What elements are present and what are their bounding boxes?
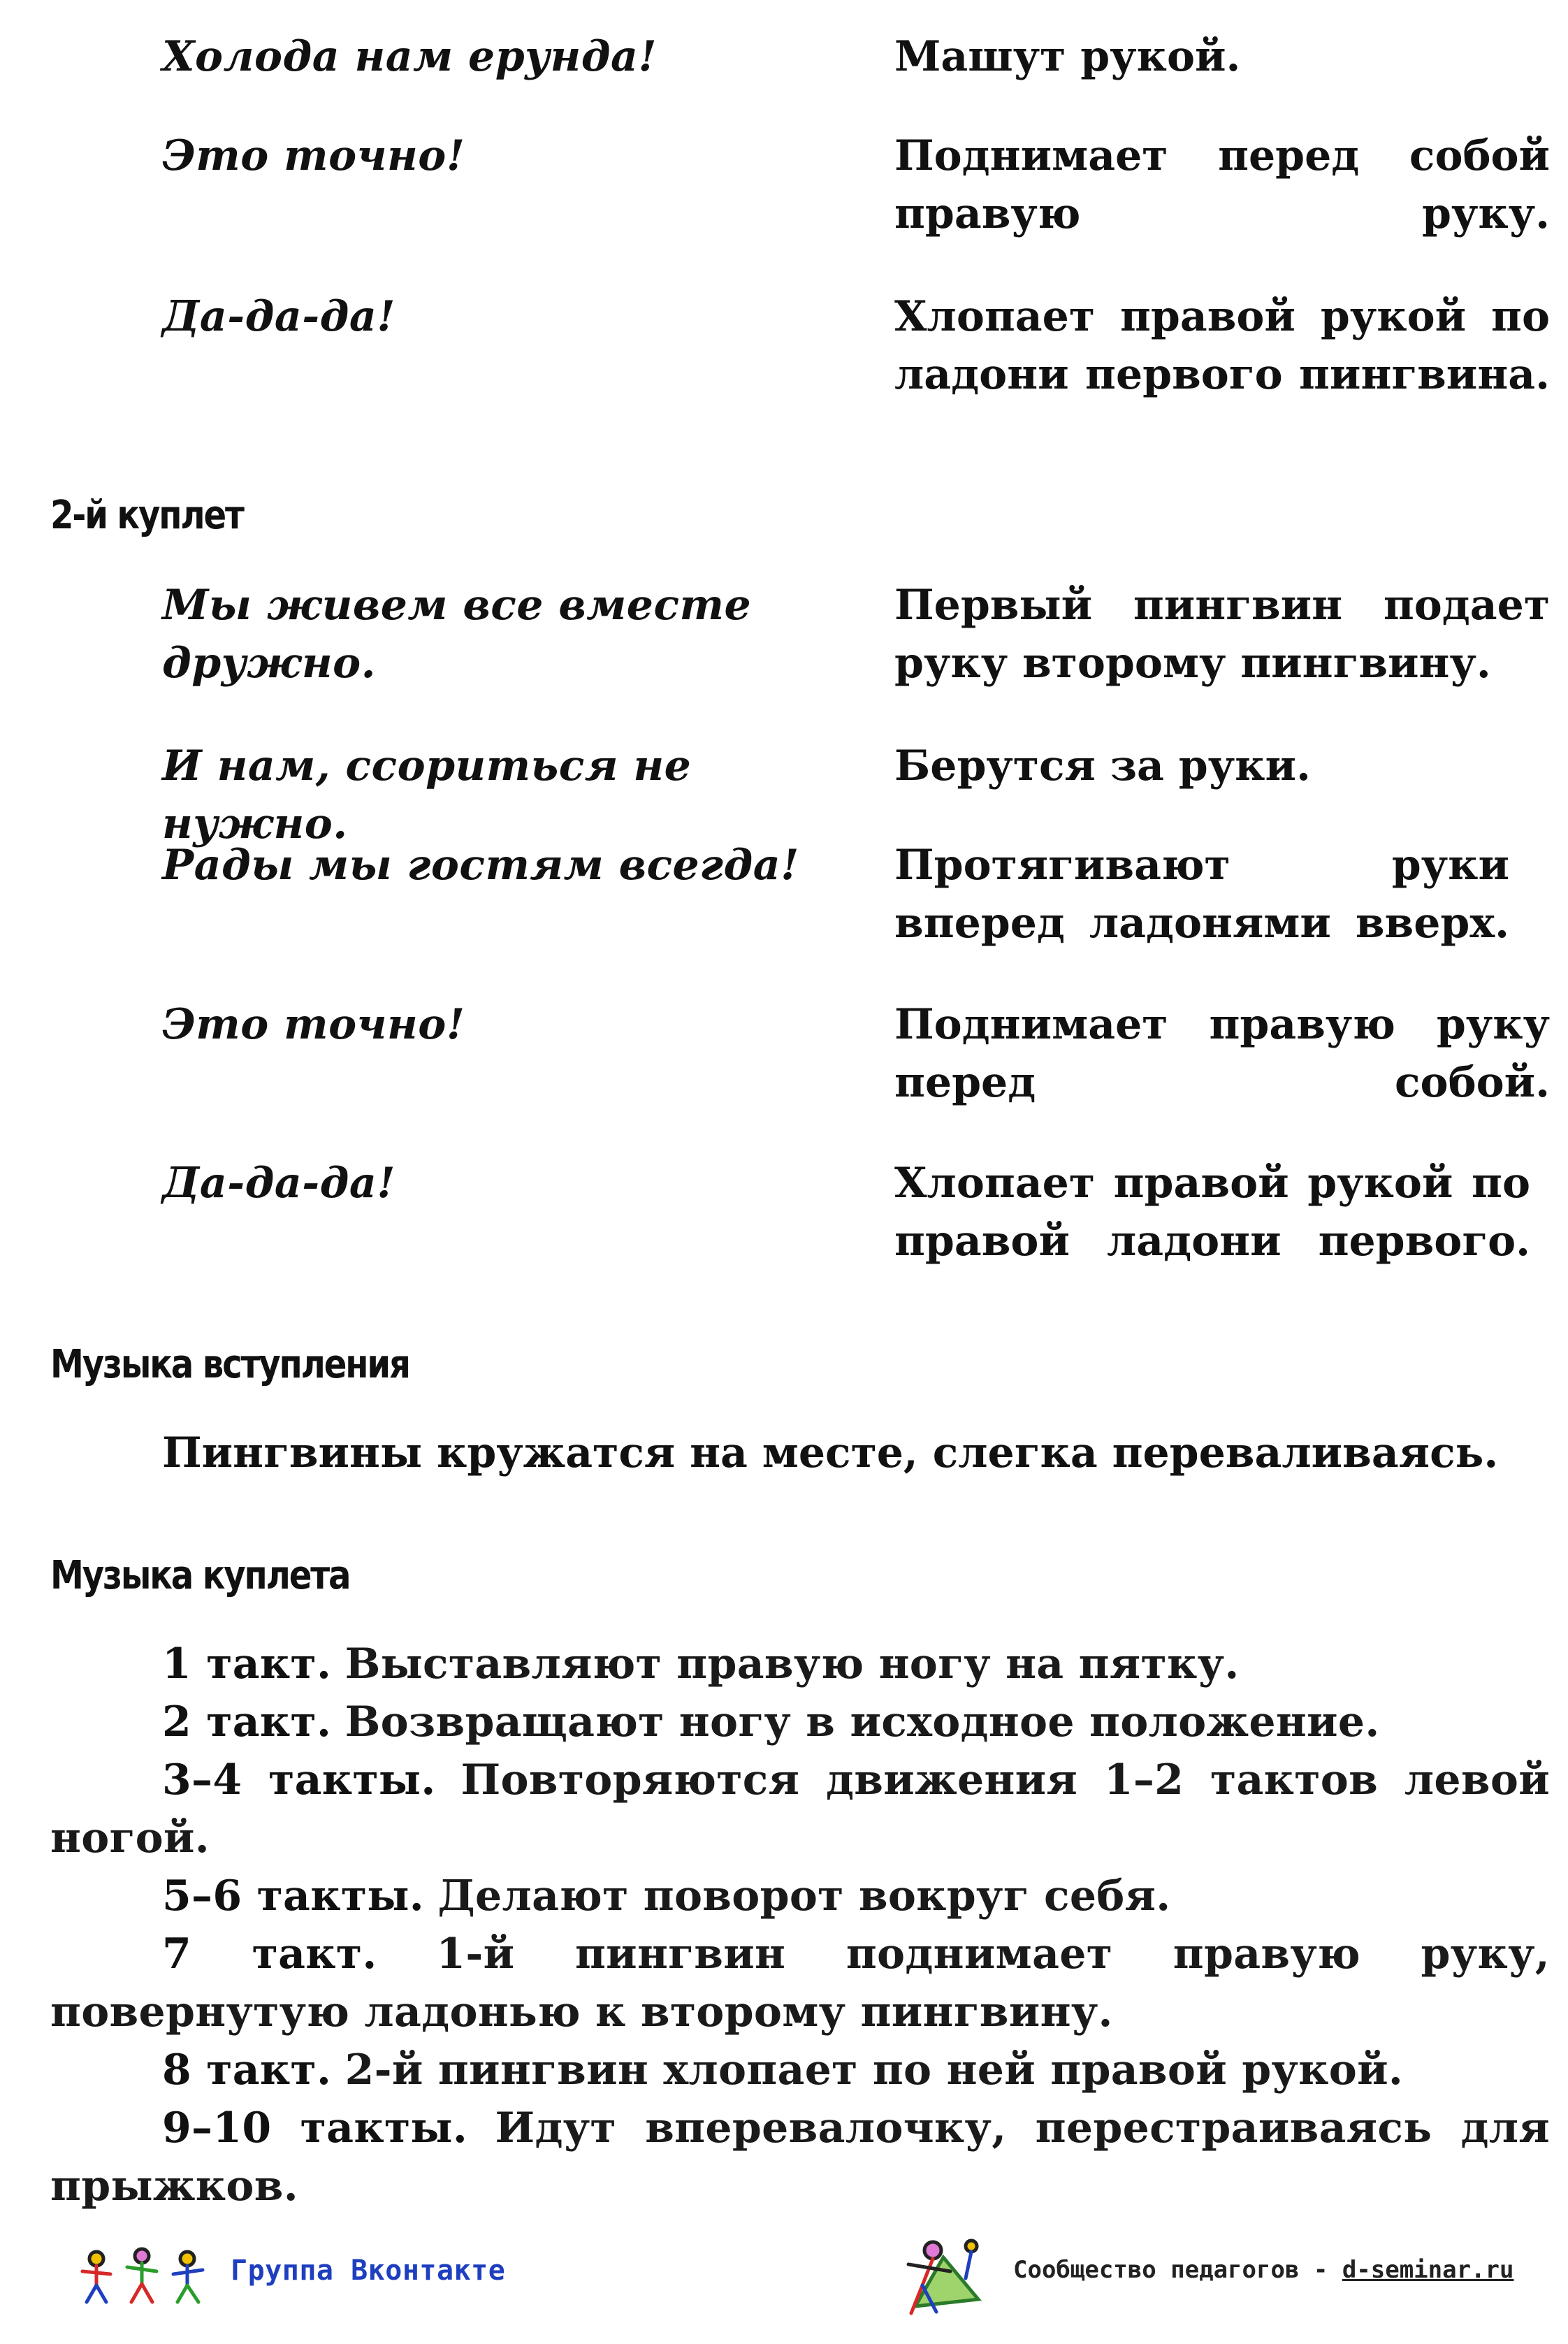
- vk-group-link[interactable]: Группа Вконтакте: [231, 2255, 506, 2287]
- seminar-logo-icon: [901, 2229, 992, 2320]
- step-label: 3–4 такты.: [162, 1756, 436, 1804]
- section-heading: Музыка вступления: [50, 1342, 409, 1387]
- page-footer: [0, 2229, 1568, 2320]
- step-text: Повторяются движения 1–2 тактов левой ногой.: [50, 1756, 1551, 1862]
- step-paragraph: [50, 1751, 1550, 1867]
- step-text: Возвращают ногу в исходное положение.: [344, 1698, 1380, 1746]
- step-paragraph: [50, 2041, 1550, 2099]
- step-text: 1-й пингвин поднимает правую руку, повернутую ладонью к второму пингвину.: [50, 1930, 1550, 2036]
- lyric-line: Рады мы гостям всегда!: [162, 841, 799, 890]
- action-description: Берутся за руки.: [894, 741, 1311, 790]
- step-paragraph: [50, 1867, 1550, 1925]
- step-text: Идут вперевалочку, перестраиваясь для прыжков.: [50, 2104, 1551, 2211]
- step-text: Делают поворот вокруг себя.: [437, 1872, 1171, 1920]
- action-description: Поднимает правую руку перед собой.: [894, 1000, 1550, 1107]
- community-label: Сообщество педагогов -: [1013, 2256, 1328, 2284]
- step-text: Выставляют правую ногу на пятку.: [344, 1640, 1240, 1688]
- lyric-line: Это точно!: [162, 1000, 465, 1049]
- step-label: 9–10 такты.: [162, 2104, 468, 2153]
- step-text: 2-й пингвин хлопает по ней правой рукой.: [344, 2046, 1404, 2095]
- lyric-line: Холода нам ерунда!: [162, 32, 658, 81]
- children-icon: [75, 2243, 215, 2306]
- step-label: 1 такт.: [162, 1640, 332, 1688]
- lyric-line: Мы живем все вместе дружно.: [162, 581, 752, 688]
- step-paragraph: [50, 1635, 1550, 1693]
- step-paragraph: [50, 1925, 1550, 2041]
- step-label: 8 такт.: [162, 2046, 332, 2095]
- step-label: 5–6 такты.: [162, 1872, 424, 1920]
- action-description: Протягивают руки вперед ладонями вверх.: [894, 841, 1509, 948]
- lyric-line: И нам, ссориться не нужно.: [162, 741, 692, 848]
- action-description: Поднимает перед собой правую руку.: [894, 131, 1550, 238]
- step-label: 7 такт.: [162, 1930, 377, 1978]
- step-paragraph: [50, 2099, 1550, 2215]
- lyric-line: Да-да-да!: [162, 292, 396, 341]
- intro-paragraph: Пингвины кружатся на месте, слегка переваливаясь.: [162, 1428, 1499, 1477]
- community-credit: [1013, 2256, 1513, 2284]
- site-link[interactable]: d-seminar.ru: [1342, 2256, 1514, 2284]
- action-description: Машут рукой.: [894, 32, 1241, 81]
- lyric-line: Да-да-да!: [162, 1159, 396, 1208]
- action-description: Первый пингвин подает руку второму пингвину.: [894, 581, 1550, 688]
- lyric-line: Это точно!: [162, 131, 465, 180]
- action-description: Хлопает правой рукой по ладони первого пингвина.: [894, 292, 1550, 399]
- step-label: 2 такт.: [162, 1698, 332, 1746]
- section-heading: 2-й куплет: [50, 493, 243, 538]
- action-description: Хлопает правой рукой по правой ладони первого.: [894, 1159, 1530, 1266]
- step-paragraph: [50, 1693, 1550, 1751]
- section-heading: Музыка куплета: [50, 1553, 350, 1598]
